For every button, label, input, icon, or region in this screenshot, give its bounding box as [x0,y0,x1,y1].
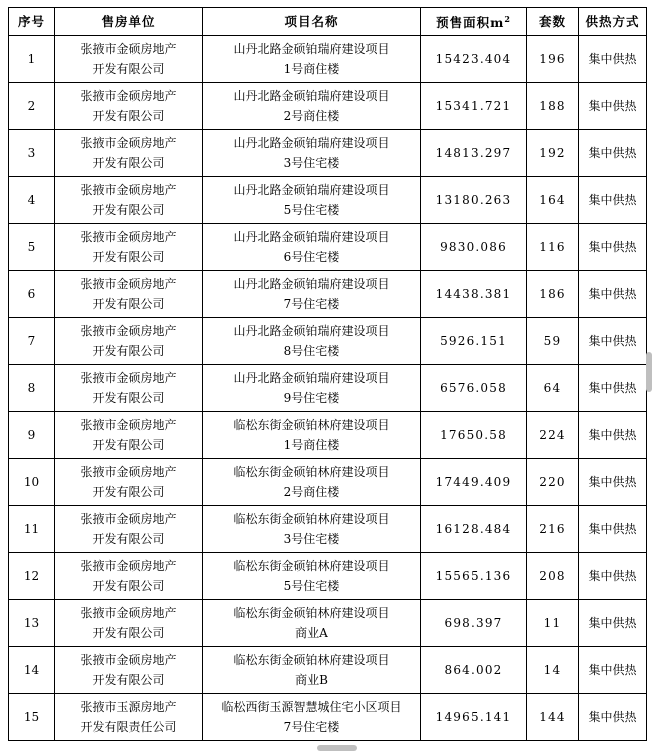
cell-no: 1 [9,36,55,83]
cell-sets: 208 [527,553,579,600]
cell-area: 13180.263 [421,177,527,224]
cell-heating: 集中供热 [579,600,647,647]
cell-project-line: 3号住宅楼 [283,532,340,546]
cell-project [203,36,421,83]
cell-unit-line: 张掖市玉源房地产 [80,700,177,714]
cell-project [203,83,421,130]
cell-no: 11 [9,506,55,553]
cell-unit-line: 张掖市金硕房地产 [80,42,177,56]
cell-unit-line: 张掖市金硕房地产 [80,324,177,338]
cell-unit-line: 开发有限公司 [92,532,165,546]
cell-sets: 186 [527,271,579,318]
cell-project-line: 山丹北路金硕铂瑞府建设项目 [233,42,390,56]
cell-no: 7 [9,318,55,365]
cell-sets: 59 [527,318,579,365]
cell-area: 15423.404 [421,36,527,83]
cell-unit-line: 开发有限公司 [92,391,165,405]
cell-heating: 集中供热 [579,83,647,130]
cell-sets: 116 [527,224,579,271]
cell-project-line: 山丹北路金硕铂瑞府建设项目 [233,324,390,338]
cell-project [203,365,421,412]
cell-project-line: 1号商住楼 [283,438,340,452]
cell-unit-line: 开发有限责任公司 [80,720,177,734]
cell-unit-line: 开发有限公司 [92,626,165,640]
cell-area: 14965.141 [421,694,527,741]
cell-unit [55,224,203,271]
table-row [9,177,647,224]
cell-project-line: 9号住宅楼 [283,391,340,405]
header-area [421,8,527,36]
cell-sets: 224 [527,412,579,459]
cell-project-line: 商业B [295,673,328,687]
cell-unit-line: 张掖市金硕房地产 [80,606,177,620]
table-body [9,36,647,741]
cell-unit-line: 张掖市金硕房地产 [80,653,177,667]
cell-project [203,506,421,553]
cell-unit [55,177,203,224]
cell-unit-line: 开发有限公司 [92,203,165,217]
cell-project [203,459,421,506]
table-row [9,224,647,271]
cell-project-line: 5号住宅楼 [283,579,340,593]
cell-project-line: 商业A [295,626,328,640]
vertical-scrollbar[interactable] [646,352,652,392]
table-row [9,318,647,365]
cell-unit [55,318,203,365]
cell-project-line: 山丹北路金硕铂瑞府建设项目 [233,89,390,103]
cell-project [203,271,421,318]
cell-heating: 集中供热 [579,36,647,83]
cell-project [203,412,421,459]
cell-unit-line: 开发有限公司 [92,62,165,76]
cell-heating: 集中供热 [579,647,647,694]
cell-unit [55,647,203,694]
cell-unit [55,36,203,83]
cell-heating: 集中供热 [579,412,647,459]
cell-heating: 集中供热 [579,224,647,271]
table-row [9,459,647,506]
cell-no: 13 [9,600,55,647]
cell-heating: 集中供热 [579,271,647,318]
cell-project-line: 临松东街金硕铂林府建设项目 [233,512,390,526]
cell-project-line: 7号住宅楼 [283,297,340,311]
cell-project [203,177,421,224]
cell-heating: 集中供热 [579,365,647,412]
cell-project-line: 8号住宅楼 [283,344,340,358]
cell-no: 10 [9,459,55,506]
cell-no: 12 [9,553,55,600]
cell-area: 15341.721 [421,83,527,130]
cell-project-line: 临松西街玉源智慧城住宅小区项目 [221,700,402,714]
cell-unit-line: 开发有限公司 [92,344,165,358]
cell-unit [55,271,203,318]
cell-no: 5 [9,224,55,271]
cell-area: 16128.484 [421,506,527,553]
cell-unit-line: 张掖市金硕房地产 [80,277,177,291]
cell-project [203,224,421,271]
cell-unit-line: 张掖市金硕房地产 [80,183,177,197]
cell-unit-line: 张掖市金硕房地产 [80,371,177,385]
table-row [9,83,647,130]
header-area-sup: 2 [504,14,511,25]
cell-sets: 192 [527,130,579,177]
cell-unit [55,412,203,459]
cell-area: 14438.381 [421,271,527,318]
cell-project-line: 3号住宅楼 [283,156,340,170]
cell-no: 14 [9,647,55,694]
presale-table [8,7,647,741]
cell-project-line: 山丹北路金硕铂瑞府建设项目 [233,230,390,244]
cell-project-line: 5号住宅楼 [283,203,340,217]
table-header-row [9,8,647,36]
cell-project-line: 临松东街金硕铂林府建设项目 [233,653,390,667]
header-sets: 套数 [527,8,579,36]
cell-project-line: 1号商住楼 [283,62,340,76]
cell-sets: 11 [527,600,579,647]
cell-project-line: 7号住宅楼 [283,720,340,734]
cell-project-line: 6号住宅楼 [283,250,340,264]
header-project: 项目名称 [203,8,421,36]
horizontal-scrollbar[interactable] [317,745,357,751]
cell-unit-line: 张掖市金硕房地产 [80,136,177,150]
cell-heating: 集中供热 [579,318,647,365]
cell-unit [55,694,203,741]
cell-no: 15 [9,694,55,741]
header-unit: 售房单位 [55,8,203,36]
cell-area: 5926.151 [421,318,527,365]
cell-no: 3 [9,130,55,177]
table-row [9,365,647,412]
table-row [9,130,647,177]
cell-area: 698.397 [421,600,527,647]
cell-area: 14813.297 [421,130,527,177]
cell-no: 2 [9,83,55,130]
table-row [9,271,647,318]
header-area-label: 预售面积m [436,15,505,31]
cell-project-line: 2号商住楼 [283,485,340,499]
cell-sets: 64 [527,365,579,412]
table-row [9,412,647,459]
cell-unit-line: 张掖市金硕房地产 [80,230,177,244]
cell-unit-line: 开发有限公司 [92,297,165,311]
cell-project [203,647,421,694]
cell-unit-line: 张掖市金硕房地产 [80,89,177,103]
cell-project-line: 山丹北路金硕铂瑞府建设项目 [233,277,390,291]
cell-unit [55,459,203,506]
cell-unit [55,600,203,647]
cell-sets: 196 [527,36,579,83]
cell-project [203,553,421,600]
table-row [9,506,647,553]
cell-unit [55,506,203,553]
cell-heating: 集中供热 [579,553,647,600]
cell-unit-line: 张掖市金硕房地产 [80,465,177,479]
cell-heating: 集中供热 [579,130,647,177]
table-row [9,647,647,694]
cell-unit-line: 开发有限公司 [92,485,165,499]
cell-unit [55,83,203,130]
cell-project [203,318,421,365]
cell-sets: 216 [527,506,579,553]
cell-unit-line: 开发有限公司 [92,250,165,264]
table-row [9,553,647,600]
cell-project [203,130,421,177]
cell-project-line: 临松东街金硕铂林府建设项目 [233,559,390,573]
cell-project-line: 山丹北路金硕铂瑞府建设项目 [233,183,390,197]
cell-project-line: 山丹北路金硕铂瑞府建设项目 [233,371,390,385]
header-no: 序号 [9,8,55,36]
cell-sets: 188 [527,83,579,130]
cell-unit-line: 张掖市金硕房地产 [80,418,177,432]
cell-project-line: 临松东街金硕铂林府建设项目 [233,418,390,432]
cell-sets: 164 [527,177,579,224]
cell-unit-line: 开发有限公司 [92,579,165,593]
cell-area: 17449.409 [421,459,527,506]
cell-sets: 220 [527,459,579,506]
cell-heating: 集中供热 [579,177,647,224]
cell-no: 9 [9,412,55,459]
cell-project-line: 临松东街金硕铂林府建设项目 [233,465,390,479]
cell-area: 17650.58 [421,412,527,459]
cell-unit-line: 开发有限公司 [92,156,165,170]
cell-heating: 集中供热 [579,459,647,506]
cell-area: 864.002 [421,647,527,694]
cell-area: 9830.086 [421,224,527,271]
cell-project-line: 山丹北路金硕铂瑞府建设项目 [233,136,390,150]
header-heating: 供热方式 [579,8,647,36]
cell-no: 4 [9,177,55,224]
cell-unit-line: 开发有限公司 [92,438,165,452]
cell-project-line: 临松东街金硕铂林府建设项目 [233,606,390,620]
cell-project-line: 2号商住楼 [283,109,340,123]
cell-area: 6576.058 [421,365,527,412]
table-row [9,600,647,647]
cell-unit-line: 张掖市金硕房地产 [80,559,177,573]
cell-unit [55,365,203,412]
table-row [9,36,647,83]
cell-area: 15565.136 [421,553,527,600]
cell-unit-line: 张掖市金硕房地产 [80,512,177,526]
cell-unit-line: 开发有限公司 [92,673,165,687]
cell-unit [55,130,203,177]
cell-no: 8 [9,365,55,412]
cell-heating: 集中供热 [579,506,647,553]
cell-heating: 集中供热 [579,694,647,741]
table-row [9,694,647,741]
cell-project [203,600,421,647]
cell-project [203,694,421,741]
cell-sets: 14 [527,647,579,694]
cell-unit-line: 开发有限公司 [92,109,165,123]
cell-no: 6 [9,271,55,318]
cell-unit [55,553,203,600]
cell-sets: 144 [527,694,579,741]
